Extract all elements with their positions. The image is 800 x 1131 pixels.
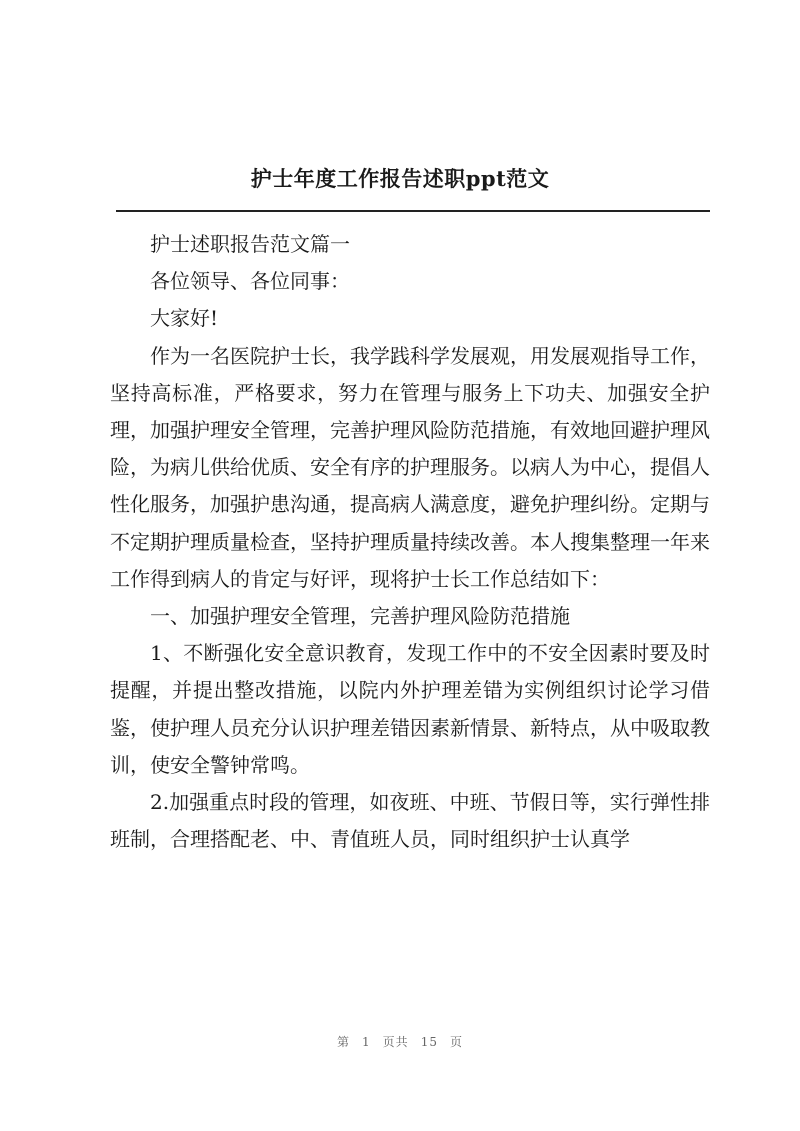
document-title: 护士年度工作报告述职ppt范文 — [250, 166, 550, 191]
footer-prefix: 第 — [337, 1035, 351, 1049]
paragraph-heading: 护士述职报告范文篇一 — [150, 232, 350, 256]
footer-middle: 页共 — [382, 1035, 409, 1049]
paragraph-item-2: 2.加强重点时段的管理，如夜班、中班、节假日等，实行弹性排班制，合理搭配老、中、青值班人员，同时组织护士认真学 — [110, 790, 710, 852]
title-divider — [116, 210, 710, 212]
page-footer — [0, 1033, 800, 1050]
footer-total-pages: 15 — [420, 1035, 438, 1049]
document-body — [110, 226, 710, 858]
paragraph-salutation: 各位领导、各位同事： — [150, 269, 350, 294]
paragraph-intro: 作为一名医院护士长，我学践科学发展观，用发展观指导工作，坚持高标准，严格要求，努力在管理与服务上下功夫、加强安全护理，加强护理安全管理，完善护理风险防范措施，有效地回避护理风险，为病儿供给优质、安全有序的护理服务。以病人为中心，提倡人性化服务，加强护患沟通，提高病人满意度，避免护理纠纷。定期与不定期护理质量检查，坚持护理质量持续改善。本人搜集整理一年来工作得到病人的肯定与好评，现将护士长工作总结如下： — [110, 343, 710, 591]
footer-current-page: 1 — [362, 1035, 371, 1049]
paragraph-section-heading: 一、加强护理安全管理，完善护理风险防范措施 — [150, 604, 570, 629]
paragraph-greeting: 大家好! — [150, 306, 219, 331]
paragraph-item-1: 1、不断强化安全意识教育，发现工作中的不安全因素时要及时提醒，并提出整改措施，以院内外护理差错为实例组织讨论学习借鉴，使护理人员充分认识护理差错因素新情景、新特点，从中吸取教训，使安全警钟常鸣。 — [110, 641, 710, 777]
footer-suffix: 页 — [449, 1035, 463, 1049]
